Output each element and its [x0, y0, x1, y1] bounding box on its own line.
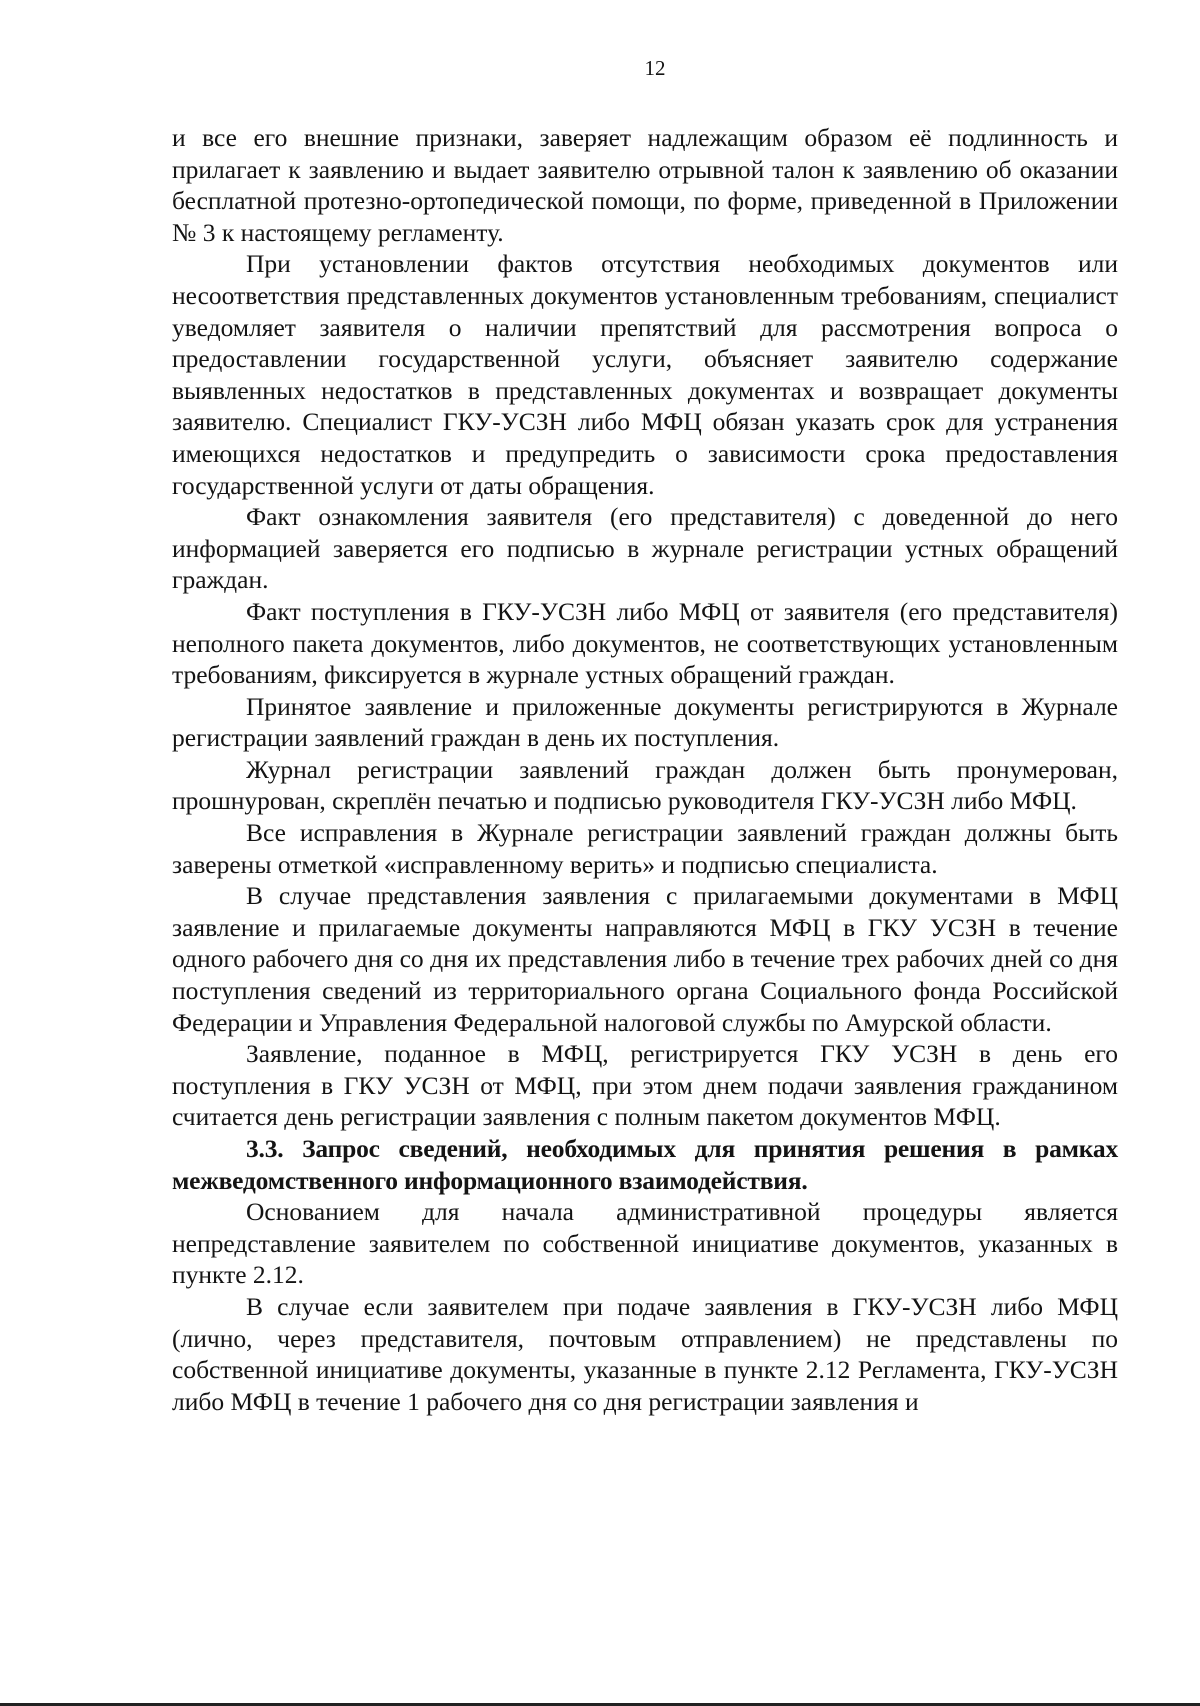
document-body [172, 122, 1118, 1417]
section-heading: 3.3. Запрос сведений, необходимых для принятия решения в рамках межведомственного информационного взаимодействия. [172, 1134, 1118, 1195]
paragraph-continuation: и все его внешние признаки, заверяет надлежащим образом её подлинность и прилагает к заявлению и выдает заявителю отрывной талон к заявлению об оказании бесплатной протезно-ортопедической помощи, по форме, приведенной в Приложении № 3 к настоящему регламенту. [172, 123, 1118, 247]
page-number: 12 [644, 56, 666, 80]
paragraph: При установлении фактов отсутствия необходимых документов или несоответствия представленных документов установленным требованиям, специалист уведомляет заявителя о наличии препятствий для рассмотрения вопроса о предоставлении государственной услуги, объясняет заявителю содержание выявленных недостатков в представленных документах и возвращает документы заявителю. Специалист ГКУ-УСЗН либо МФЦ обязан указать срок для устранения имеющихся недостатков и предупредить о зависимости срока предоставления государственной услуги от даты обращения. [172, 249, 1118, 500]
paragraph: Все исправления в Журнале регистрации заявлений граждан должны быть заверены отметкой «исправленному верить» и подписью специалиста. [172, 818, 1118, 879]
paragraph: В случае представления заявления с прилагаемыми документами в МФЦ заявление и прилагаемые документы направляются МФЦ в ГКУ УСЗН в течение одного рабочего дня со дня их представления либо в течение трех рабочих дней со дня поступления сведений из территориального органа Социального фонда Российской Федерации и Управления Федеральной налоговой службы по Амурской области. [172, 881, 1118, 1037]
paragraph: Принятое заявление и приложенные документы регистрируются в Журнале регистрации заявлений граждан в день их поступления. [172, 691, 1118, 753]
paragraph: Основанием для начала административной процедуры является непредставление заявителем по собственной инициативе документов, указанных в пункте 2.12. [172, 1197, 1118, 1290]
paragraph: В случае если заявителем при подаче заявления в ГКУ-УСЗН либо МФЦ (лично, через представителя, почтовым отправлением) не представлены по собственной инициативе документы, указанные в пункте 2.12 Регламента, ГКУ-УСЗН либо МФЦ в течение 1 рабочего дня со дня регистрации заявления и [172, 1291, 1118, 1416]
paragraph: Заявление, поданное в МФЦ, регистрируется ГКУ УСЗН в день его поступления в ГКУ УСЗН от МФЦ, при этом днем подачи заявления гражданином считается день регистрации заявления с полным пакетом документов МФЦ. [172, 1039, 1118, 1132]
paragraph: Факт поступления в ГКУ-УСЗН либо МФЦ от заявителя (его представителя) неполного пакета документов, либо документов, не соответствующих установленным требованиям, фиксируется в журнале устных обращений граждан. [172, 596, 1118, 690]
paragraph: Журнал регистрации заявлений граждан должен быть пронумерован, прошнурован, скреплён печатью и подписью руководителя ГКУ-УСЗН либо МФЦ. [172, 754, 1118, 816]
paragraph: Факт ознакомления заявителя (его представителя) с доведенной до него информацией заверяется его подписью в журнале регистрации устных обращений граждан. [172, 502, 1118, 595]
